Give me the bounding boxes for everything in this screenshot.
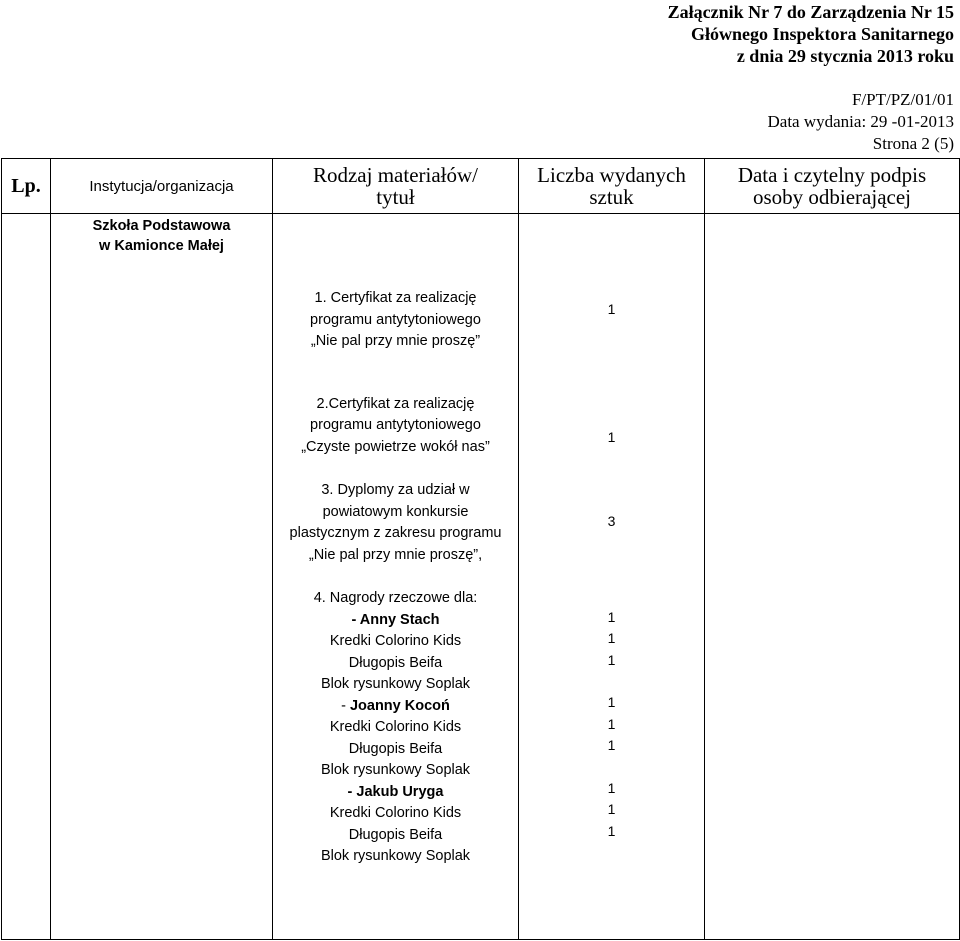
item-2-line2: programu antytytoniowego — [310, 417, 481, 433]
annex-title-line1: Załącznik Nr 7 do Zarządzenia Nr 15 — [667, 2, 954, 22]
item-3-count: 3 — [607, 513, 616, 529]
prize-count: 1 — [607, 630, 616, 646]
item-2-line3: „Czyste powietrze wokół nas” — [301, 438, 490, 455]
item-1-count: 1 — [607, 301, 616, 317]
material-cell — [273, 214, 519, 940]
prize-recipient-2: - Joanny Kocoń — [341, 697, 450, 714]
prize-count: 1 — [607, 694, 616, 710]
prize-recipient-1: - Anny Stach — [351, 611, 440, 628]
prize-count: 1 — [607, 651, 616, 668]
header-signature: Data i czytelny podpis osoby odbierającej — [705, 159, 960, 214]
item-1-line3: „Nie pal przy mnie proszę” — [310, 333, 481, 349]
prize-item: Długopis Beifa — [348, 826, 443, 843]
item-3-line2: powiatowym konkursie — [322, 503, 469, 520]
annex-title-line2: Głównego Inspektora Sanitarnego — [690, 24, 954, 44]
item-3-line4: „Nie pal przy mnie proszę”, — [308, 546, 483, 563]
prize-item: Kredki Colorino Kids — [329, 633, 462, 649]
header-institution: Instytucja/organizacja — [51, 159, 273, 214]
item-3-line3: plastycznym z zakresu programu — [289, 525, 502, 541]
document-code: F/PT/PZ/01/01 — [851, 90, 954, 109]
item-2-line1: 2.Certyfikat za realizację — [316, 395, 475, 412]
annex-title-line3: z dnia 29 stycznia 2013 roku — [736, 46, 954, 66]
institution-name-line2: w Kamionce Małej — [99, 238, 224, 254]
item-1-line2: programu antytytoniowego — [310, 311, 481, 328]
prizes-block — [273, 588, 518, 868]
prize-item: Kredki Colorino Kids — [329, 805, 462, 821]
prize-item: Blok rysunkowy Soplak — [320, 762, 471, 778]
prize-recipient-3: - Jakub Uryga — [347, 783, 444, 800]
header-material: Rodzaj materiałów/ tytuł — [273, 159, 519, 214]
item-2-count: 1 — [607, 428, 616, 445]
item-1-line1: 1. Certyfikat za realizację — [314, 290, 477, 306]
prizes-title: 4. Nagrody rzeczowe dla: — [313, 590, 478, 606]
prize-item: Kredki Colorino Kids — [329, 719, 462, 735]
materials-table — [1, 158, 960, 940]
prize-count: 1 — [607, 715, 616, 732]
institution-cell — [51, 214, 273, 940]
lp-cell — [2, 214, 51, 940]
issue-date: Data wydania: 29 -01-2013 — [767, 112, 954, 131]
prize-item: Blok rysunkowy Soplak — [320, 676, 471, 692]
header-count: Liczba wydanych sztuk — [519, 159, 705, 214]
prize-count: 1 — [607, 608, 616, 625]
prize-count: 1 — [607, 779, 616, 796]
prize-count: 1 — [607, 822, 616, 839]
count-cell — [519, 214, 705, 940]
header-lp: Lp. — [2, 159, 51, 214]
institution-name-line1: Szkoła Podstawowa — [92, 218, 231, 234]
prize-count: 1 — [607, 801, 616, 817]
item-3 — [273, 480, 518, 566]
prize-item: Długopis Beifa — [348, 740, 443, 757]
item-1 — [273, 288, 518, 353]
item-2 — [273, 394, 518, 459]
signature-cell — [705, 214, 960, 940]
prize-item: Długopis Beifa — [348, 654, 443, 671]
page-number: Strona 2 (5) — [872, 134, 954, 153]
item-3-line1: 3. Dyplomy za udział w — [321, 482, 470, 498]
prize-item: Blok rysunkowy Soplak — [320, 848, 471, 864]
prize-count: 1 — [607, 737, 616, 753]
